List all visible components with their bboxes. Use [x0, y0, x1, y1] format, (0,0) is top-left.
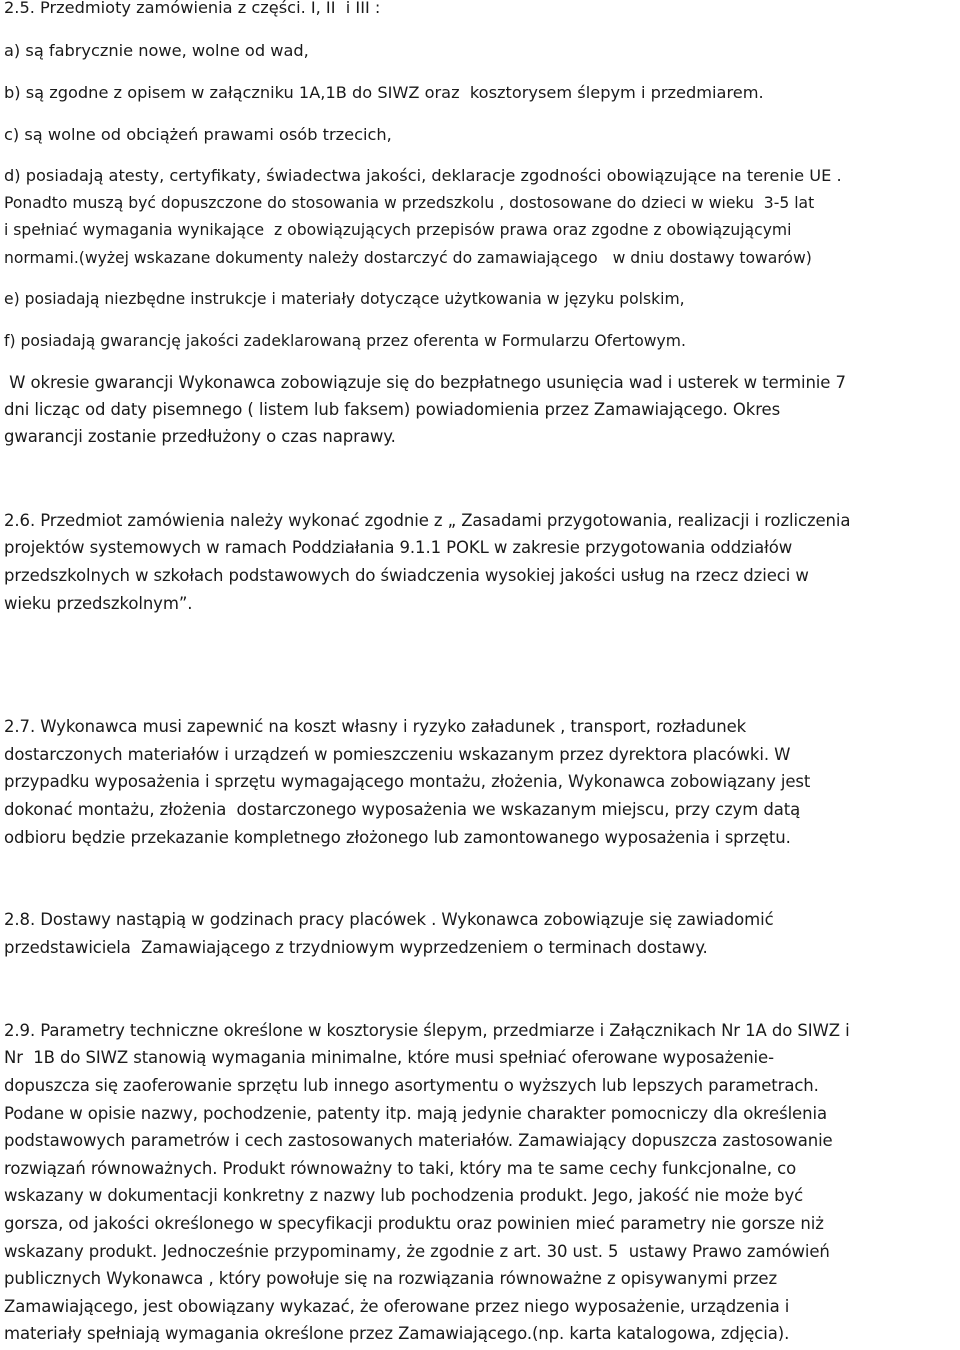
text-line-12: dni licząc od daty pisemnego ( listem lub faksem) powiadomienia przez Zamawiającego. Okres — [4, 400, 781, 419]
text-line-6: Ponadto muszą być dopuszczone do stosowania w przedszkolu , dostosowane do dzieci w wieku 3-5 lat — [4, 194, 815, 212]
text-line-10: f) posiadają gwarancję jakości zadeklarowaną przez oferenta w Formularzu Ofertowym. — [4, 332, 686, 350]
text-line-20: przypadku wyposażenia i sprzętu wymagającego montażu, złożenia, Wykonawca zobowiązany jest — [4, 772, 811, 791]
text-line-19: dostarczonych materiałów i urządzeń w pomieszczeniu wskazanym przez dyrektora placówki. W — [4, 745, 791, 764]
text-line-13: gwarancji zostanie przedłużony o czas naprawy. — [4, 427, 396, 446]
text-line-5: d) posiadają atesty, certyfikaty, świadectwa jakości, deklaracje zgodności obowiązujące na terenie UE . — [4, 166, 842, 185]
text-line-18: 2.7. Wykonawca musi zapewnić na koszt własny i ryzyko załadunek , transport, rozładunek — [4, 717, 747, 736]
text-line-1: 2.5. Przedmioty zamówienia z części. I, II i III : — [4, 0, 381, 17]
text-line-26: Nr 1B do SIWZ stanowią wymagania minimalne, które musi spełniać oferowane wyposażenie- — [4, 1048, 774, 1067]
document-page — [4, 0, 956, 1350]
text-line-24: przedstawiciela Zamawiającego z trzydniowym wyprzedzeniem o terminach dostawy. — [4, 938, 708, 957]
text-line-14: 2.6. Przedmiot zamówienia należy wykonać zgodnie z „ Zasadami przygotowania, realizacji i rozliczenia — [4, 511, 851, 530]
text-line-28: Podane w opisie nazwy, pochodzenie, patenty itp. mają jedynie charakter pomocniczy dla określenia — [4, 1104, 827, 1123]
text-line-4: c) są wolne od obciążeń prawami osób trzecich, — [4, 125, 392, 144]
text-line-27: dopuszcza się zaoferowanie sprzętu lub innego asortymentu o wyższych lub lepszych parametrach. — [4, 1076, 819, 1095]
text-line-25: 2.9. Parametry techniczne określone w kosztorysie ślepym, przedmiarze i Załącznikach Nr 1A do SIWZ i — [4, 1021, 850, 1040]
text-line-21: dokonać montażu, złożenia dostarczonego wyposażenia we wskazanym miejscu, przy czym datą — [4, 800, 801, 819]
text-line-7: i spełniać wymagania wynikające z obowiązujących przepisów prawa oraz zgodne z obowiązującymi — [4, 221, 792, 239]
text-line-31: wskazany w dokumentacji konkretny z nazwy lub pochodzenia produkt. Jego, jakość nie może być — [4, 1186, 804, 1205]
text-line-2: a) są fabrycznie nowe, wolne od wad, — [4, 41, 309, 60]
text-line-36: materiały spełniają wymagania określone przez Zamawiającego.(np. karta katalogowa, zdjęcia). — [4, 1324, 790, 1343]
text-line-8: normami.(wyżej wskazane dokumenty należy dostarczyć do zamawiającego w dniu dostawy towarów) — [4, 249, 812, 267]
text-line-16: przedszkolnych w szkołach podstawowych do świadczenia wysokiej jakości usług na rzecz dzieci w — [4, 566, 809, 585]
text-line-23: 2.8. Dostawy nastąpią w godzinach pracy placówek . Wykonawca zobowiązuje się zawiadomić — [4, 910, 774, 929]
text-line-29: podstawowych parametrów i cech zastosowanych materiałów. Zamawiający dopuszcza zastosowanie — [4, 1131, 833, 1150]
text-line-15: projektów systemowych w ramach Poddziałania 9.1.1 POKL w zakresie przygotowania oddziałów — [4, 538, 793, 557]
text-line-11: W okresie gwarancji Wykonawca zobowiązuje się do bezpłatnego usunięcia wad i usterek w terminie 7 — [4, 373, 846, 392]
text-line-3: b) są zgodne z opisem w załączniku 1A,1B do SIWZ oraz kosztorysem ślepym i przedmiarem. — [4, 83, 764, 102]
text-line-35: Zamawiającego, jest obowiązany wykazać, że oferowane przez niego wyposażenie, urządzenia i — [4, 1297, 790, 1316]
text-line-33: wskazany produkt. Jednocześnie przypominamy, że zgodnie z art. 30 ust. 5 ustawy Prawo zamówień — [4, 1242, 830, 1261]
text-line-22: odbioru będzie przekazanie kompletnego złożonego lub zamontowanego wyposażenia i sprzętu. — [4, 828, 791, 847]
text-line-9: e) posiadają niezbędne instrukcje i materiały dotyczące użytkowania w języku polskim, — [4, 290, 685, 308]
text-line-34: publicznych Wykonawca , który powołuje się na rozwiązania równoważne z opisywanymi przez — [4, 1269, 778, 1288]
text-line-32: gorsza, od jakości określonego w specyfikacji produktu oraz powinien mieć parametry nie gorsze niż — [4, 1214, 824, 1233]
text-line-30: rozwiązań równoważnych. Produkt równoważny to taki, który ma te same cechy funkcjonalne, co — [4, 1159, 797, 1178]
text-line-17: wieku przedszkolnym”. — [4, 594, 193, 613]
